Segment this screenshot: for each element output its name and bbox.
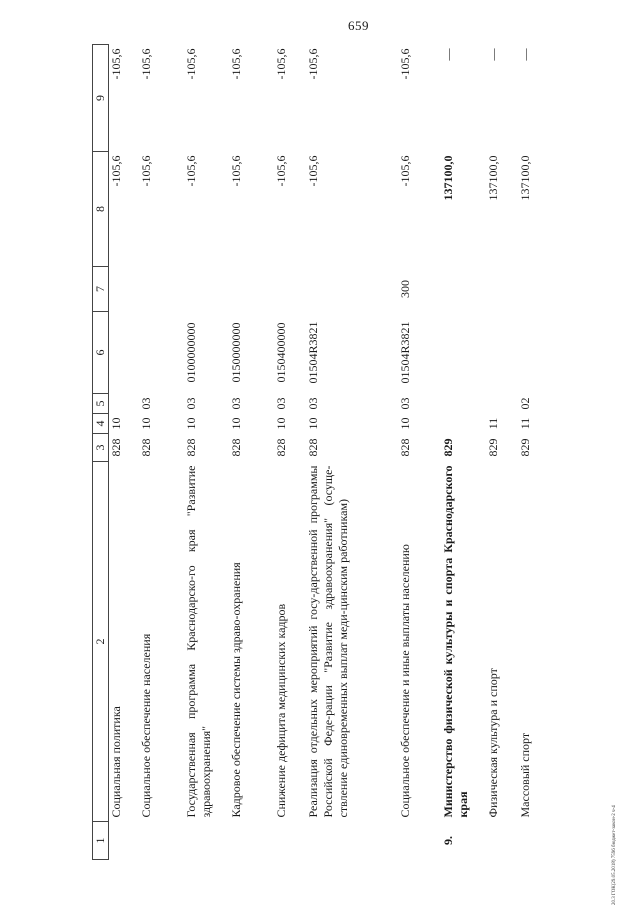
code-expense-type — [518, 267, 553, 312]
amount-year-2: -105,6 — [183, 48, 198, 80]
amount-year-1: 137100,0 — [517, 155, 532, 201]
code-subsection: 03 — [305, 397, 320, 410]
row-number — [398, 822, 441, 860]
amount-year-1: -105,6 — [305, 155, 320, 187]
code-expense-type — [306, 267, 398, 312]
code-target: 0100000000 — [183, 322, 198, 383]
table-row — [486, 45, 518, 860]
code-expense-type — [441, 267, 486, 312]
table-row — [109, 45, 139, 860]
amount-year-1: -105,6 — [183, 155, 198, 187]
code-subsection: 03 — [138, 397, 153, 410]
table-row-ministry — [441, 45, 486, 860]
code-expense-type — [109, 267, 139, 312]
code-section: 11 — [517, 417, 532, 430]
code-subsection: 03 — [397, 397, 412, 410]
code-subsection — [109, 394, 139, 414]
code-ministry: 828 — [273, 438, 288, 457]
row-label: Социальное обеспечение населения — [138, 633, 153, 818]
amount-year-2: — — [440, 48, 455, 61]
column-header: 3 — [93, 434, 109, 462]
row-label: Кадровое обеспечение системы здраво-охранения — [228, 562, 243, 818]
code-target: 01504R3821 — [397, 321, 412, 384]
table-row — [139, 45, 184, 860]
code-ministry: 828 — [109, 438, 123, 457]
budget-table — [92, 44, 553, 860]
column-header: 7 — [93, 267, 109, 312]
code-section — [441, 414, 486, 434]
code-subsection: 02 — [517, 397, 532, 410]
code-ministry: 829 — [517, 438, 532, 457]
code-target: 0150000000 — [228, 322, 243, 383]
row-number — [274, 822, 306, 860]
rotated-table-container — [92, 45, 612, 860]
amount-year-2: — — [485, 48, 500, 61]
code-ministry: 829 — [485, 438, 500, 457]
code-target — [486, 312, 518, 394]
row-label: Государственная программа Краснодарско-го края "Развитие здравоохранения" — [183, 465, 213, 818]
row-number — [229, 822, 274, 860]
code-target: 0150400000 — [273, 322, 288, 383]
row-label: Министерство физической культуры и спорта Краснодарского края — [440, 465, 470, 818]
document-footer-note: 20.3 ГОК(29.05.2018) 7596 бюджет-закон-2 ч-4 — [612, 805, 617, 905]
code-ministry: 828 — [397, 438, 412, 457]
column-header: 1 — [93, 822, 109, 860]
code-expense-type: 300 — [397, 280, 412, 298]
row-label: Социальное обеспечение и иные выплаты населению — [397, 544, 412, 818]
amount-year-2: -105,6 — [397, 48, 412, 80]
code-subsection: 03 — [228, 397, 243, 410]
row-number — [184, 822, 229, 860]
table-row — [274, 45, 306, 860]
row-number — [139, 822, 184, 860]
row-number — [306, 822, 398, 860]
code-expense-type — [274, 267, 306, 312]
table-row — [184, 45, 229, 860]
row-label: Массовый спорт — [517, 732, 532, 818]
code-expense-type — [229, 267, 274, 312]
amount-year-2: -105,6 — [138, 48, 153, 80]
table-row — [306, 45, 398, 860]
column-header: 4 — [93, 414, 109, 434]
amount-year-2: -105,6 — [109, 48, 123, 80]
code-subsection — [441, 394, 486, 414]
code-target — [109, 312, 139, 394]
code-section: 10 — [273, 417, 288, 430]
amount-year-2: -105,6 — [273, 48, 288, 80]
amount-year-2: -105,6 — [305, 48, 320, 80]
code-target — [139, 312, 184, 394]
table-row — [398, 45, 441, 860]
amount-year-1: -105,6 — [397, 155, 412, 187]
code-target — [441, 312, 486, 394]
table-row — [229, 45, 274, 860]
amount-year-1: -105,6 — [109, 155, 123, 187]
row-number — [486, 822, 518, 860]
column-header: 8 — [93, 152, 109, 267]
column-header: 9 — [93, 45, 109, 152]
table-row — [518, 45, 553, 860]
code-section: 10 — [109, 417, 123, 430]
column-header: 2 — [93, 462, 109, 822]
code-ministry: 828 — [183, 438, 198, 457]
table-header-row — [93, 45, 109, 860]
amount-year-1: -105,6 — [273, 155, 288, 187]
column-header: 6 — [93, 312, 109, 394]
row-label: Социальная политика — [109, 706, 123, 818]
amount-year-1: -105,6 — [138, 155, 153, 187]
code-expense-type — [486, 267, 518, 312]
code-ministry: 828 — [138, 438, 153, 457]
code-subsection: 03 — [273, 397, 288, 410]
amount-year-1: 137100,0 — [440, 155, 455, 201]
code-ministry: 829 — [440, 438, 455, 457]
row-number — [109, 822, 139, 860]
row-number: 9. — [440, 836, 455, 845]
column-header: 5 — [93, 394, 109, 414]
code-ministry: 828 — [228, 438, 243, 457]
row-label: Физическая культура и спорт — [485, 668, 500, 818]
code-expense-type — [184, 267, 229, 312]
page-number: 659 — [348, 18, 369, 33]
code-target — [518, 312, 553, 394]
code-target: 01504R3821 — [305, 321, 320, 384]
code-section: 10 — [138, 417, 153, 430]
row-label: Снижение дефицита медицинских кадров — [273, 603, 288, 818]
code-subsection: 03 — [183, 397, 198, 410]
code-expense-type — [139, 267, 184, 312]
code-ministry: 828 — [305, 438, 320, 457]
code-section: 10 — [397, 417, 412, 430]
code-section: 10 — [183, 417, 198, 430]
row-number — [518, 822, 553, 860]
code-subsection — [486, 394, 518, 414]
code-section: 11 — [485, 417, 500, 430]
row-label: Реализация отдельных мероприятий госу-дарственной программы Российской Феде-рации "Развитие здравоохранения" (осуще-ствление единовременных выплат меди-цинским работникам) — [305, 465, 350, 818]
code-section: 10 — [228, 417, 243, 430]
amount-year-2: -105,6 — [228, 48, 243, 80]
amount-year-1: 137100,0 — [485, 155, 500, 201]
amount-year-1: -105,6 — [228, 155, 243, 187]
amount-year-2: — — [517, 48, 532, 61]
code-section: 10 — [305, 417, 320, 430]
